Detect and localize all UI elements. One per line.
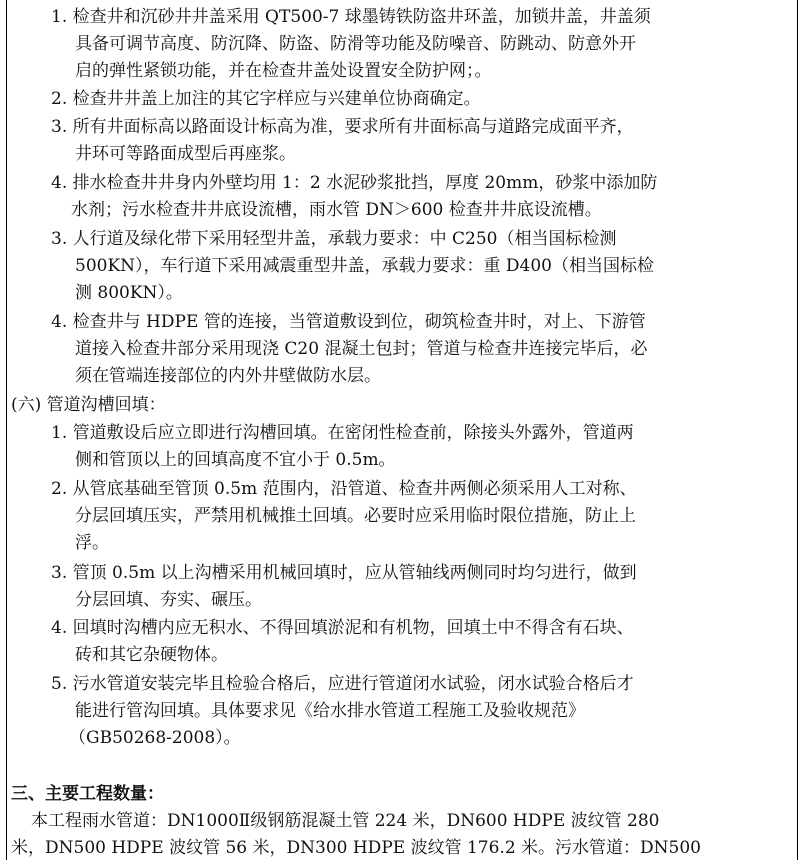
list-item: 3. 所有井面标高以路面设计标高为准，要求所有井面标高与道路完成面平齐， [51,117,634,137]
list-item-cont: 水剂；污水检查井井底设流槽，雨水管 DN＞600 检查井井底设流槽。 [71,200,602,220]
list-item-cont: 500KN），车行道下采用减震重型井盖，承载力要求：重 D400（相当国标检 [75,256,655,276]
list-item: 4. 检查井与 HDPE 管的连接，当管道敷设到位，砌筑检查井时，对上、下游管 [51,312,646,332]
list-item: 3. 管顶 0.5m 以上沟槽采用机械回填时，应从管轴线两侧同时均匀进行，做到 [51,563,637,583]
section-heading: (六) 管道沟槽回填： [11,395,166,415]
list-item-cont: 砖和其它杂硬物体。 [75,645,228,665]
list-item: 2. 检查井井盖上加注的其它字样应与兴建单位协商确定。 [51,89,481,109]
list-item-cont: 具备可调节高度、防沉降、防盗、防滑等功能及防噪音、防跳动、防意外开 [75,34,636,54]
list-item: 3. 人行道及绿化带下采用轻型井盖，承载力要求：中 C250（相当国标检测 [51,229,617,249]
list-item-cont: 井环可等路面成型后再座浆。 [75,144,296,164]
list-item-cont: 分层回填、夯实、碾压。 [75,590,262,610]
list-item-cont: 启的弹性紧锁功能，并在检查井盖处设置安全防护网；。 [75,61,492,81]
list-item-cont: 分层回填压实，严禁用机械推土回填。必要时应采用临时限位措施，防止上 [75,506,636,526]
list-item: 1. 检查井和沉砂井井盖采用 QT500-7 球墨铸铁防盗井环盖，加锁井盖，井盖须 [51,7,651,27]
list-item-cont: 测 800KN）。 [75,283,183,303]
paragraph-line: 米，DN500 HDPE 波纹管 56 米，DN300 HDPE 波纹管 176.2 米。污水管道：DN500 [11,838,701,858]
paragraph-line: 本工程雨水管道：DN1000Ⅱ级钢筋混凝土管 224 米，DN600 HDPE 波纹管 280 [31,811,660,831]
list-item: 2. 从管底基础至管顶 0.5m 范围内，沿管道、检查井两侧必须采用人工对称、 [51,479,637,499]
list-item-cont: 浮。 [75,533,109,553]
list-item-cont: 须在管端连接部位的内外井壁做防水层。 [75,366,381,386]
list-item: 4. 排水检查井井身内外壁均用 1：2 水泥砂浆批挡，厚度 20mm，砂浆中添加防 [51,173,658,193]
list-item-cont: 道接入检查井部分采用现浇 C20 混凝土包封；管道与检查井连接完毕后，必 [75,339,648,359]
list-item-cont: 侧和管顶以上的回填高度不宜小于 0.5m。 [75,450,396,470]
document-page [6,0,798,860]
list-item: 1. 管道敷设后应立即进行沟槽回填。在密闭性检查前，除接头外露外，管道两 [51,423,634,443]
list-item-cont: 能进行管沟回填。具体要求见《给水排水管道工程施工及验收规范》 [75,701,585,721]
section-heading-bold: 三、主要工程数量： [11,784,164,804]
list-item: 4. 回填时沟槽内应无积水、不得回填淤泥和有机物，回填土中不得含有石块、 [51,618,634,638]
list-item: 5. 污水管道安装完毕且检验合格后，应进行管道闭水试验，闭水试验合格后才 [51,674,634,694]
list-item-cont: （GB50268-2008）。 [69,728,241,748]
